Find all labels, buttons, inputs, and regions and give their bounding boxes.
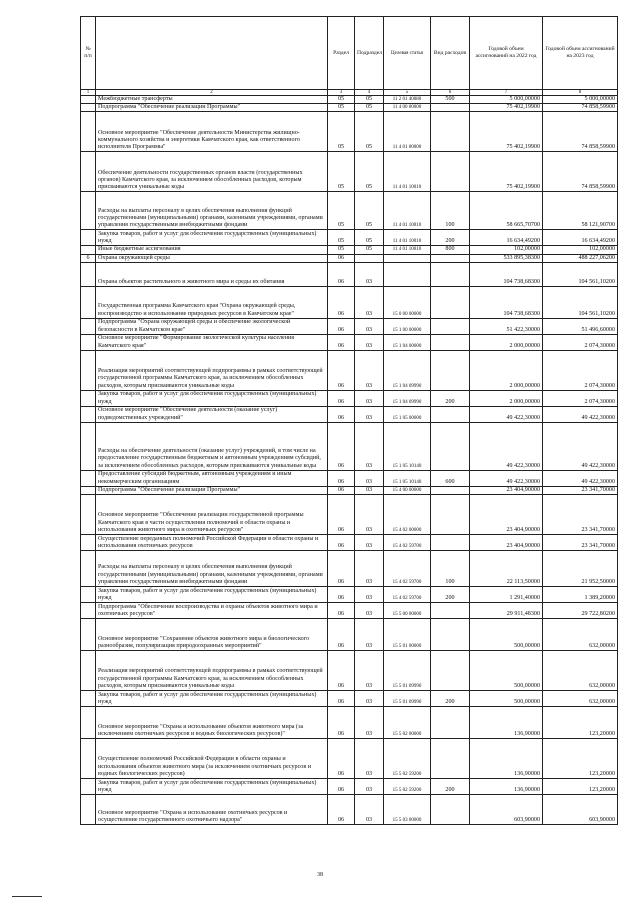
table-row <box>81 96 618 104</box>
row-amount-2022: 136,90000 <box>470 779 543 795</box>
row-number <box>81 603 96 619</box>
table-row <box>81 406 618 422</box>
row-expense-type <box>431 262 470 286</box>
row-amount-2022: 58 665,70700 <box>470 192 543 230</box>
row-amount-2023: 51 496,60000 <box>543 318 618 334</box>
row-target-article: 15 4 02 59700 <box>384 587 431 603</box>
column-number: 2 <box>96 90 328 96</box>
row-target-article: 15 0 00 00000 <box>384 286 431 318</box>
row-name: Реализация мероприятий соответствующей подпрограммы в рамках соответствующей государственной программы Камчатского края, за исключением обособленных расходов, которым присваиваются уникальные коды <box>96 651 328 691</box>
row-podrazdel: 05 <box>355 192 384 230</box>
row-amount-2023: 603,90000 <box>543 795 618 825</box>
row-number <box>81 551 96 587</box>
row-podrazdel <box>355 254 384 262</box>
table-row <box>81 795 618 825</box>
table-row <box>81 691 618 707</box>
row-podrazdel: 03 <box>355 486 384 494</box>
row-podrazdel: 03 <box>355 406 384 422</box>
row-expense-type <box>431 286 470 318</box>
row-podrazdel: 03 <box>355 286 384 318</box>
row-amount-2022: 49 422,30000 <box>470 406 543 422</box>
row-name: Предоставление субсидий бюджетным, автономным учреждениям и иным некоммерческим организациям <box>96 470 328 486</box>
row-expense-type <box>431 535 470 551</box>
row-name: Подпрограмма "Обеспечение воспроизводства и охраны объектов животного мира и охотничьих ресурсов" <box>96 603 328 619</box>
row-amount-2022: 136,90000 <box>470 739 543 779</box>
row-podrazdel: 03 <box>355 779 384 795</box>
row-amount-2023: 21 952,50000 <box>543 551 618 587</box>
row-podrazdel: 03 <box>355 707 384 739</box>
table-row <box>81 112 618 152</box>
row-expense-type <box>431 152 470 192</box>
table-row <box>81 262 618 286</box>
row-podrazdel: 03 <box>355 334 384 350</box>
row-razdel: 06 <box>328 707 355 739</box>
row-name: Осуществление переданных полномочий Российской Федерации в области охраны и использования охотничьих ресурсов <box>96 535 328 551</box>
row-amount-2023: 102,00000 <box>543 246 618 254</box>
table-row <box>81 350 618 390</box>
header-podrazdel: Подраздел <box>355 17 384 90</box>
row-amount-2022: 29 911,48300 <box>470 603 543 619</box>
row-target-article: 15 5 01 09990 <box>384 691 431 707</box>
row-name: Охрана объектов растительного и животного мира и среды их обитания <box>96 262 328 286</box>
row-expense-type: 100 <box>431 551 470 587</box>
row-amount-2023: 23 341,70000 <box>543 486 618 494</box>
row-number <box>81 619 96 651</box>
row-expense-type: 600 <box>431 470 470 486</box>
row-podrazdel: 03 <box>355 350 384 390</box>
row-razdel: 06 <box>328 795 355 825</box>
row-amount-2022: 23 404,90000 <box>470 486 543 494</box>
row-amount-2022: 2 000,00000 <box>470 390 543 406</box>
row-razdel: 06 <box>328 739 355 779</box>
table-row <box>81 535 618 551</box>
row-expense-type: 200 <box>431 587 470 603</box>
row-expense-type <box>431 795 470 825</box>
row-target-article: 15 5 02 00000 <box>384 707 431 739</box>
row-amount-2022: 136,90000 <box>470 707 543 739</box>
row-name: Подпрограмма "Охрана окружающей среды и обеспечение экологической безопасности в Камчатском крае" <box>96 318 328 334</box>
row-amount-2023: 74 858,59900 <box>543 104 618 112</box>
row-amount-2022: 603,90000 <box>470 795 543 825</box>
row-target-article: 15 5 03 00000 <box>384 795 431 825</box>
row-expense-type <box>431 406 470 422</box>
row-name: Основное мероприятие "Формирование экологической культуры населения Камчатского края" <box>96 334 328 350</box>
table-row <box>81 104 618 112</box>
row-amount-2023: 23 341,70000 <box>543 495 618 535</box>
row-amount-2023: 632,00000 <box>543 691 618 707</box>
row-expense-type <box>431 104 470 112</box>
row-razdel: 06 <box>328 334 355 350</box>
row-podrazdel: 03 <box>355 551 384 587</box>
row-expense-type <box>431 651 470 691</box>
row-podrazdel: 03 <box>355 390 384 406</box>
row-name: Основное мероприятие "Сохранение объектов животного мира и биологического разнообразия, популяризация природоохранных мероприятий" <box>96 619 328 651</box>
row-amount-2023: 632,00000 <box>543 651 618 691</box>
row-number <box>81 535 96 551</box>
row-expense-type <box>431 422 470 470</box>
row-amount-2023: 2 074,30000 <box>543 334 618 350</box>
row-podrazdel: 05 <box>355 112 384 152</box>
row-number <box>81 286 96 318</box>
table-row <box>81 779 618 795</box>
row-podrazdel: 05 <box>355 96 384 104</box>
column-number: 5 <box>384 90 431 96</box>
table-row <box>81 390 618 406</box>
row-target-article <box>384 254 431 262</box>
row-amount-2023: 488 227,06200 <box>543 254 618 262</box>
row-number <box>81 587 96 603</box>
row-name: Основное мероприятие "Охрана и использование объектов животного мира (за исключением охотничьих ресурсов и водных биологических ресурсов)" <box>96 707 328 739</box>
table-row <box>81 707 618 739</box>
row-expense-type: 200 <box>431 691 470 707</box>
page-number: 38 <box>317 872 323 878</box>
row-target-article: 11 4 00 00000 <box>384 104 431 112</box>
row-expense-type: 800 <box>431 246 470 254</box>
row-amount-2023: 49 422,30000 <box>543 470 618 486</box>
row-name: Закупка товаров, работ и услуг для обеспечения государственных (муниципальных) нужд <box>96 779 328 795</box>
row-expense-type <box>431 486 470 494</box>
row-target-article: 11 4 01 10010 <box>384 246 431 254</box>
row-amount-2022: 16 634,49200 <box>470 230 543 246</box>
row-razdel: 06 <box>328 350 355 390</box>
row-podrazdel: 03 <box>355 691 384 707</box>
row-expense-type <box>431 739 470 779</box>
row-number <box>81 230 96 246</box>
row-target-article: 15 1 05 10140 <box>384 470 431 486</box>
row-name: Расходы на обеспечение деятельности (оказание услуг) учреждений, в том числе на предоставление государственным бюджетным и автономным учреждениям субсидий, за исключением обособленных расходов, которым присваиваются уникальные коды <box>96 422 328 470</box>
row-number <box>81 495 96 535</box>
row-razdel: 06 <box>328 262 355 286</box>
row-target-article: 15 1 04 09990 <box>384 350 431 390</box>
row-number <box>81 96 96 104</box>
row-amount-2022: 2 000,00000 <box>470 350 543 390</box>
row-expense-type: 200 <box>431 779 470 795</box>
row-target-article: 11 2 01 40080 <box>384 96 431 104</box>
row-number: 6 <box>81 254 96 262</box>
row-expense-type <box>431 254 470 262</box>
row-target-article: 15 4 02 00000 <box>384 495 431 535</box>
row-target-article: 11 4 01 10010 <box>384 230 431 246</box>
header-amount-2023: Годовой объем ассигнований на 2023 год <box>543 17 618 90</box>
row-amount-2022: 51 422,30000 <box>470 318 543 334</box>
table-row <box>81 152 618 192</box>
column-number: 8 <box>543 90 618 96</box>
row-podrazdel: 05 <box>355 230 384 246</box>
row-razdel: 06 <box>328 495 355 535</box>
table-row <box>81 254 618 262</box>
row-amount-2022: 22 113,50000 <box>470 551 543 587</box>
row-number <box>81 422 96 470</box>
row-podrazdel: 03 <box>355 651 384 691</box>
row-amount-2022: 500,00000 <box>470 651 543 691</box>
row-razdel: 06 <box>328 651 355 691</box>
row-razdel: 06 <box>328 619 355 651</box>
row-name: Расходы на выплаты персоналу в целях обеспечения выполнения функций государственными (муниципальными) органами, казенными учреждениями, органами управления государственными внебюджетными фондами <box>96 551 328 587</box>
row-amount-2022: 23 404,90000 <box>470 495 543 535</box>
row-amount-2022: 104 738,68300 <box>470 286 543 318</box>
table-header-row <box>81 17 618 90</box>
row-number <box>81 112 96 152</box>
row-razdel: 06 <box>328 422 355 470</box>
row-amount-2022: 102,00000 <box>470 246 543 254</box>
row-number <box>81 707 96 739</box>
row-amount-2023: 123,20000 <box>543 707 618 739</box>
row-razdel: 05 <box>328 104 355 112</box>
row-expense-type <box>431 318 470 334</box>
row-amount-2023: 123,20000 <box>543 739 618 779</box>
row-amount-2022: 23 404,90000 <box>470 535 543 551</box>
row-amount-2022: 104 738,68300 <box>470 262 543 286</box>
row-razdel: 05 <box>328 192 355 230</box>
row-podrazdel: 03 <box>355 470 384 486</box>
row-number <box>81 246 96 254</box>
row-target-article: 15 5 01 00000 <box>384 619 431 651</box>
row-podrazdel: 03 <box>355 535 384 551</box>
budget-table <box>80 16 618 825</box>
row-name: Подпрограмма "Обеспечение реализации Программы" <box>96 104 328 112</box>
row-target-article: 11 4 01 00000 <box>384 112 431 152</box>
row-amount-2022: 500,00000 <box>470 619 543 651</box>
table-row <box>81 192 618 230</box>
row-podrazdel: 05 <box>355 104 384 112</box>
table-row <box>81 651 618 691</box>
table-row <box>81 486 618 494</box>
table-row <box>81 587 618 603</box>
row-podrazdel: 03 <box>355 495 384 535</box>
row-number <box>81 739 96 779</box>
column-number: 3 <box>328 90 355 96</box>
table-row <box>81 230 618 246</box>
row-target-article: 15 5 02 59200 <box>384 739 431 779</box>
row-expense-type: 200 <box>431 390 470 406</box>
row-number <box>81 104 96 112</box>
column-number: 1 <box>81 90 96 96</box>
row-podrazdel: 03 <box>355 318 384 334</box>
header-number: № п/п <box>81 17 96 90</box>
footer-rule <box>12 896 42 897</box>
row-podrazdel: 03 <box>355 795 384 825</box>
row-podrazdel: 05 <box>355 152 384 192</box>
table-row <box>81 334 618 350</box>
row-target-article: 11 4 01 10010 <box>384 192 431 230</box>
row-razdel: 06 <box>328 535 355 551</box>
row-number <box>81 350 96 390</box>
table-row <box>81 286 618 318</box>
row-podrazdel: 03 <box>355 739 384 779</box>
row-expense-type: 200 <box>431 230 470 246</box>
row-number <box>81 406 96 422</box>
row-amount-2022: 75 402,19900 <box>470 104 543 112</box>
row-target-article: 15 4 02 59700 <box>384 535 431 551</box>
row-podrazdel: 03 <box>355 262 384 286</box>
header-amount-2022: Годовой объем ассигнований на 2022 год <box>470 17 543 90</box>
row-amount-2022: 500,00000 <box>470 691 543 707</box>
row-number <box>81 152 96 192</box>
row-expense-type <box>431 495 470 535</box>
row-number <box>81 318 96 334</box>
row-podrazdel: 03 <box>355 619 384 651</box>
row-amount-2022: 75 402,19900 <box>470 112 543 152</box>
row-target-article: 11 4 01 10010 <box>384 152 431 192</box>
row-number <box>81 779 96 795</box>
header-razdel: Раздел <box>328 17 355 90</box>
row-razdel: 06 <box>328 691 355 707</box>
row-razdel: 06 <box>328 406 355 422</box>
row-target-article: 15 1 05 10140 <box>384 422 431 470</box>
row-expense-type <box>431 603 470 619</box>
row-razdel: 05 <box>328 152 355 192</box>
row-target-article: 15 5 02 59200 <box>384 779 431 795</box>
row-expense-type: 500 <box>431 96 470 104</box>
row-name: Основное мероприятие "Обеспечение деятельности (оказание услуг) подведомственных учреждений" <box>96 406 328 422</box>
row-razdel: 06 <box>328 486 355 494</box>
row-amount-2022: 75 402,19900 <box>470 152 543 192</box>
header-expense-type: Вид расходов <box>431 17 470 90</box>
row-razdel: 06 <box>328 286 355 318</box>
row-target-article: 15 4 00 00000 <box>384 486 431 494</box>
row-name: Основное мероприятие "Обеспечение реализации государственной программы Камчатского края в части осуществления полномочий в области охраны и использования животного мира и охотничьих ресурсов" <box>96 495 328 535</box>
row-expense-type <box>431 350 470 390</box>
row-amount-2022: 533 895,38300 <box>470 254 543 262</box>
table-row <box>81 619 618 651</box>
row-number <box>81 262 96 286</box>
row-razdel: 06 <box>328 779 355 795</box>
row-target-article: 15 4 02 59700 <box>384 551 431 587</box>
row-razdel: 06 <box>328 254 355 262</box>
row-razdel: 06 <box>328 470 355 486</box>
table-row <box>81 246 618 254</box>
row-amount-2023: 29 722,80200 <box>543 603 618 619</box>
row-number <box>81 651 96 691</box>
row-name: Иные бюджетные ассигнования <box>96 246 328 254</box>
table-row <box>81 495 618 535</box>
row-podrazdel: 05 <box>355 246 384 254</box>
column-number: 6 <box>431 90 470 96</box>
row-number <box>81 470 96 486</box>
row-podrazdel: 03 <box>355 587 384 603</box>
table-row <box>81 470 618 486</box>
row-amount-2023: 632,00000 <box>543 619 618 651</box>
row-amount-2023: 5 000,00000 <box>543 96 618 104</box>
column-number: 7 <box>470 90 543 96</box>
header-name <box>96 17 328 90</box>
row-target-article: 15 1 05 00000 <box>384 406 431 422</box>
row-podrazdel: 03 <box>355 422 384 470</box>
row-amount-2023: 23 341,70000 <box>543 535 618 551</box>
row-amount-2022: 1 291,40000 <box>470 587 543 603</box>
row-number <box>81 334 96 350</box>
row-name: Основное мероприятие "Охрана и использование охотничьих ресурсов и осуществление государственного охотничьего надзора" <box>96 795 328 825</box>
row-name: Государственная программа Камчатского края "Охрана окружающей среды, воспроизводство и использование природных ресурсов в Камчатском крае" <box>96 286 328 318</box>
row-number <box>81 390 96 406</box>
row-amount-2023: 74 858,59900 <box>543 152 618 192</box>
row-razdel: 05 <box>328 230 355 246</box>
row-name: Закупка товаров, работ и услуг для обеспечения государственных (муниципальных) нужд <box>96 691 328 707</box>
row-amount-2023: 104 561,10200 <box>543 286 618 318</box>
row-name: Закупка товаров, работ и услуг для обеспечения государственных (муниципальных) нужд <box>96 230 328 246</box>
row-razdel: 05 <box>328 96 355 104</box>
row-expense-type: 100 <box>431 192 470 230</box>
row-amount-2023: 2 074,30000 <box>543 390 618 406</box>
row-name: Закупка товаров, работ и услуг для обеспечения государственных (муниципальных) нужд <box>96 390 328 406</box>
row-expense-type <box>431 112 470 152</box>
row-name: Реализация мероприятий соответствующей подпрограммы в рамках соответствующей государственной программы Камчатского края, за исключением обособленных расходов, которым присваиваются уникальные коды <box>96 350 328 390</box>
row-name: Межбюджетные трансферты <box>96 96 328 104</box>
table-row <box>81 603 618 619</box>
row-razdel: 06 <box>328 551 355 587</box>
row-target-article: 15 1 04 00000 <box>384 334 431 350</box>
row-amount-2023: 58 121,90700 <box>543 192 618 230</box>
row-target-article: 15 1 04 09990 <box>384 390 431 406</box>
row-name: Охрана окружающей среды <box>96 254 328 262</box>
row-name: Обеспечение деятельности государственных органов власти (государственных органов) Камчатского края, за исключением обособленных расходов, которым присваиваются уникальные коды <box>96 152 328 192</box>
row-amount-2023: 49 422,30000 <box>543 422 618 470</box>
row-razdel: 05 <box>328 246 355 254</box>
row-amount-2023: 104 561,10200 <box>543 262 618 286</box>
row-amount-2023: 16 634,49200 <box>543 230 618 246</box>
row-target-article: 15 1 00 00000 <box>384 318 431 334</box>
row-razdel: 06 <box>328 318 355 334</box>
row-amount-2022: 49 422,30000 <box>470 422 543 470</box>
row-amount-2022: 5 000,00000 <box>470 96 543 104</box>
header-target-article: Целевая статья <box>384 17 431 90</box>
row-amount-2023: 2 074,30000 <box>543 350 618 390</box>
row-razdel: 06 <box>328 587 355 603</box>
table-row <box>81 318 618 334</box>
row-name: Закупка товаров, работ и услуг для обеспечения государственных (муниципальных) нужд <box>96 587 328 603</box>
row-name: Осуществление полномочий Российской Федерации в области охраны и использования объектов животного мира (за исключением охотничьих ресурсов и водных биологических ресурсов) <box>96 739 328 779</box>
row-expense-type <box>431 619 470 651</box>
row-number <box>81 486 96 494</box>
table-row <box>81 422 618 470</box>
row-amount-2023: 74 858,59900 <box>543 112 618 152</box>
row-amount-2022: 2 000,00000 <box>470 334 543 350</box>
row-amount-2023: 1 389,20000 <box>543 587 618 603</box>
row-target-article: 15 5 00 00000 <box>384 603 431 619</box>
column-number: 4 <box>355 90 384 96</box>
row-number <box>81 691 96 707</box>
table-row <box>81 739 618 779</box>
table-body <box>81 96 618 825</box>
row-target-article: 15 5 01 09990 <box>384 651 431 691</box>
row-podrazdel: 03 <box>355 603 384 619</box>
row-razdel: 05 <box>328 112 355 152</box>
row-amount-2023: 123,20000 <box>543 779 618 795</box>
table-row <box>81 551 618 587</box>
row-number <box>81 192 96 230</box>
row-number <box>81 795 96 825</box>
row-name: Подпрограмма "Обеспечение реализации Программы" <box>96 486 328 494</box>
row-name: Основное мероприятие "Обеспечение деятельности Министерства жилищно-коммунального хозяйства и энергетики Камчатского края, как ответственного исполнителя Программы" <box>96 112 328 152</box>
row-amount-2022: 49 422,30000 <box>470 470 543 486</box>
row-razdel: 06 <box>328 603 355 619</box>
row-expense-type <box>431 707 470 739</box>
row-expense-type <box>431 334 470 350</box>
row-name: Расходы на выплаты персоналу в целях обеспечения выполнения функций государственными (муниципальными) органами, казенными учреждениями, органами управления государственными внебюджетными фондами <box>96 192 328 230</box>
row-amount-2023: 49 422,30000 <box>543 406 618 422</box>
row-target-article <box>384 262 431 286</box>
row-razdel: 06 <box>328 390 355 406</box>
